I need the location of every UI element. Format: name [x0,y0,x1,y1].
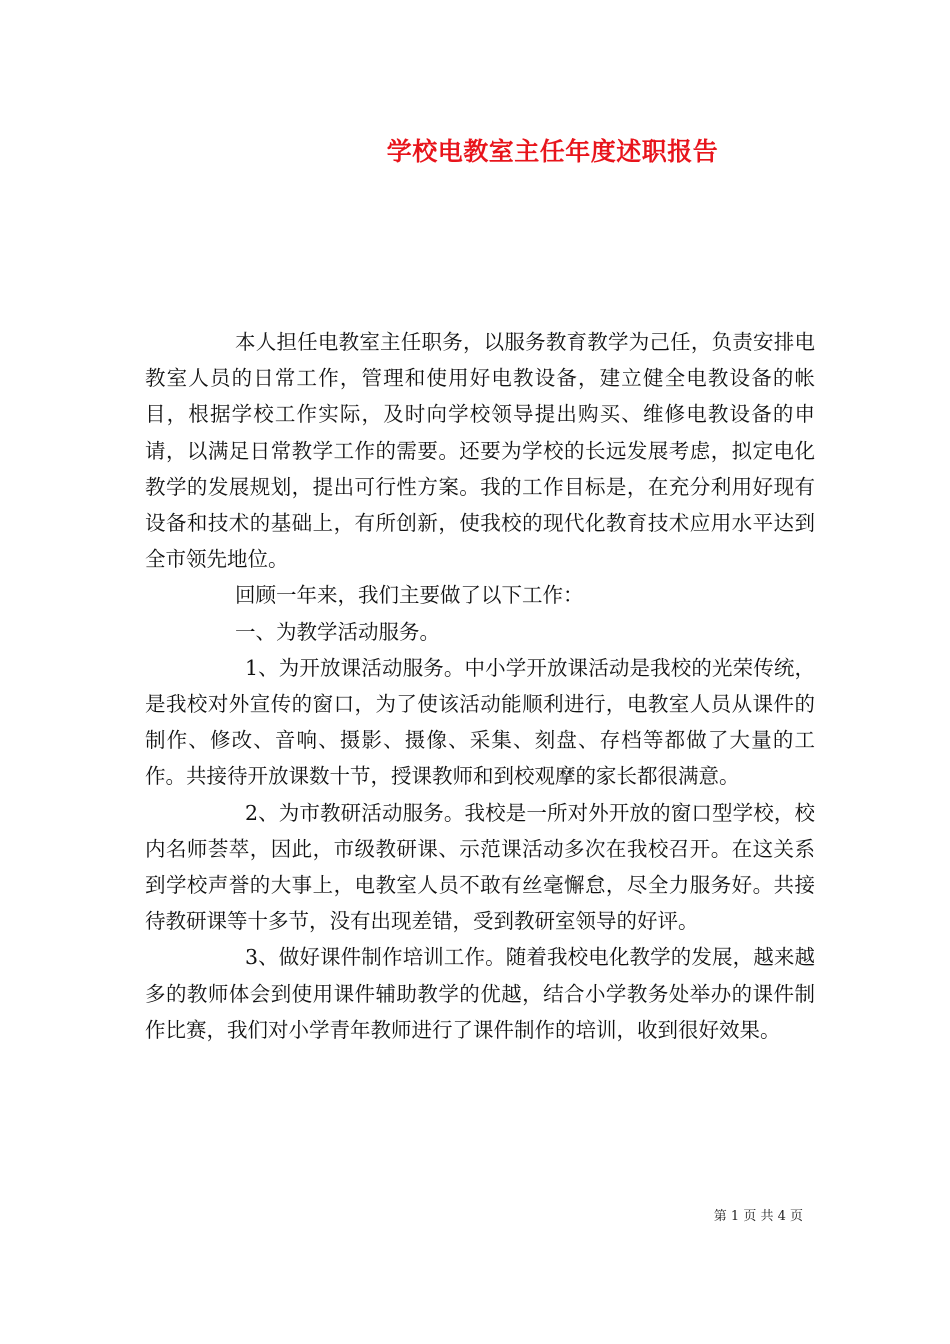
document-body [145,324,815,1048]
item-paragraph-2: 2、为市教研活动服务。我校是一所对外开放的窗口型学校，校内名师荟萃，因此，市级教研课、示范课活动多次在我校召开。在这关系到学校声誉的大事上，电教室人员不敢有丝毫懈怠，尽全力服务好。共接待教研课等十多节，没有出现差错，受到教研室领导的好评。 [145,800,815,934]
section-heading: 一、为教学活动服务。 [235,619,440,644]
document-title: 学校电教室主任年度述职报告 [386,137,719,166]
item-paragraph-3: 3、做好课件制作培训工作。随着我校电化教学的发展，越来越多的教师体会到使用课件辅助教学的优越，结合小学教务处举办的课件制作比赛，我们对小学青年教师进行了课件制作的培训，收到很好效果。 [145,945,815,1042]
review-paragraph: 回顾一年来，我们主要做了以下工作： [235,583,584,608]
intro-paragraph: 本人担任电教室主任职务，以服务教育教学为己任，负责安排电教室人员的日常工作，管理和使用好电教设备，建立健全电教设备的帐目，根据学校工作实际，及时向学校领导提出购买、维修电教设备的申请，以满足日常教学工作的需要。还要为学校的长远发展考虑，拟定电化教学的发展规划，提出可行性方案。我的工作目标是，在充分利用好现有设备和技术的基础上，有所创新，使我校的现代化教育技术应用水平达到全市领先地位。 [145,330,815,572]
item-paragraph-1: 1、为开放课活动服务。中小学开放课活动是我校的光荣传统，是我校对外宣传的窗口，为了使该活动能顺利进行，电教室人员从课件的制作、修改、音响、摄影、摄像、采集、刻盘、存档等都做了大量的工作。共接待开放课数十节，授课教师和到校观摩的家长都很满意。 [145,655,815,789]
page-number: 第 1 页 共 4 页 [713,1209,803,1224]
